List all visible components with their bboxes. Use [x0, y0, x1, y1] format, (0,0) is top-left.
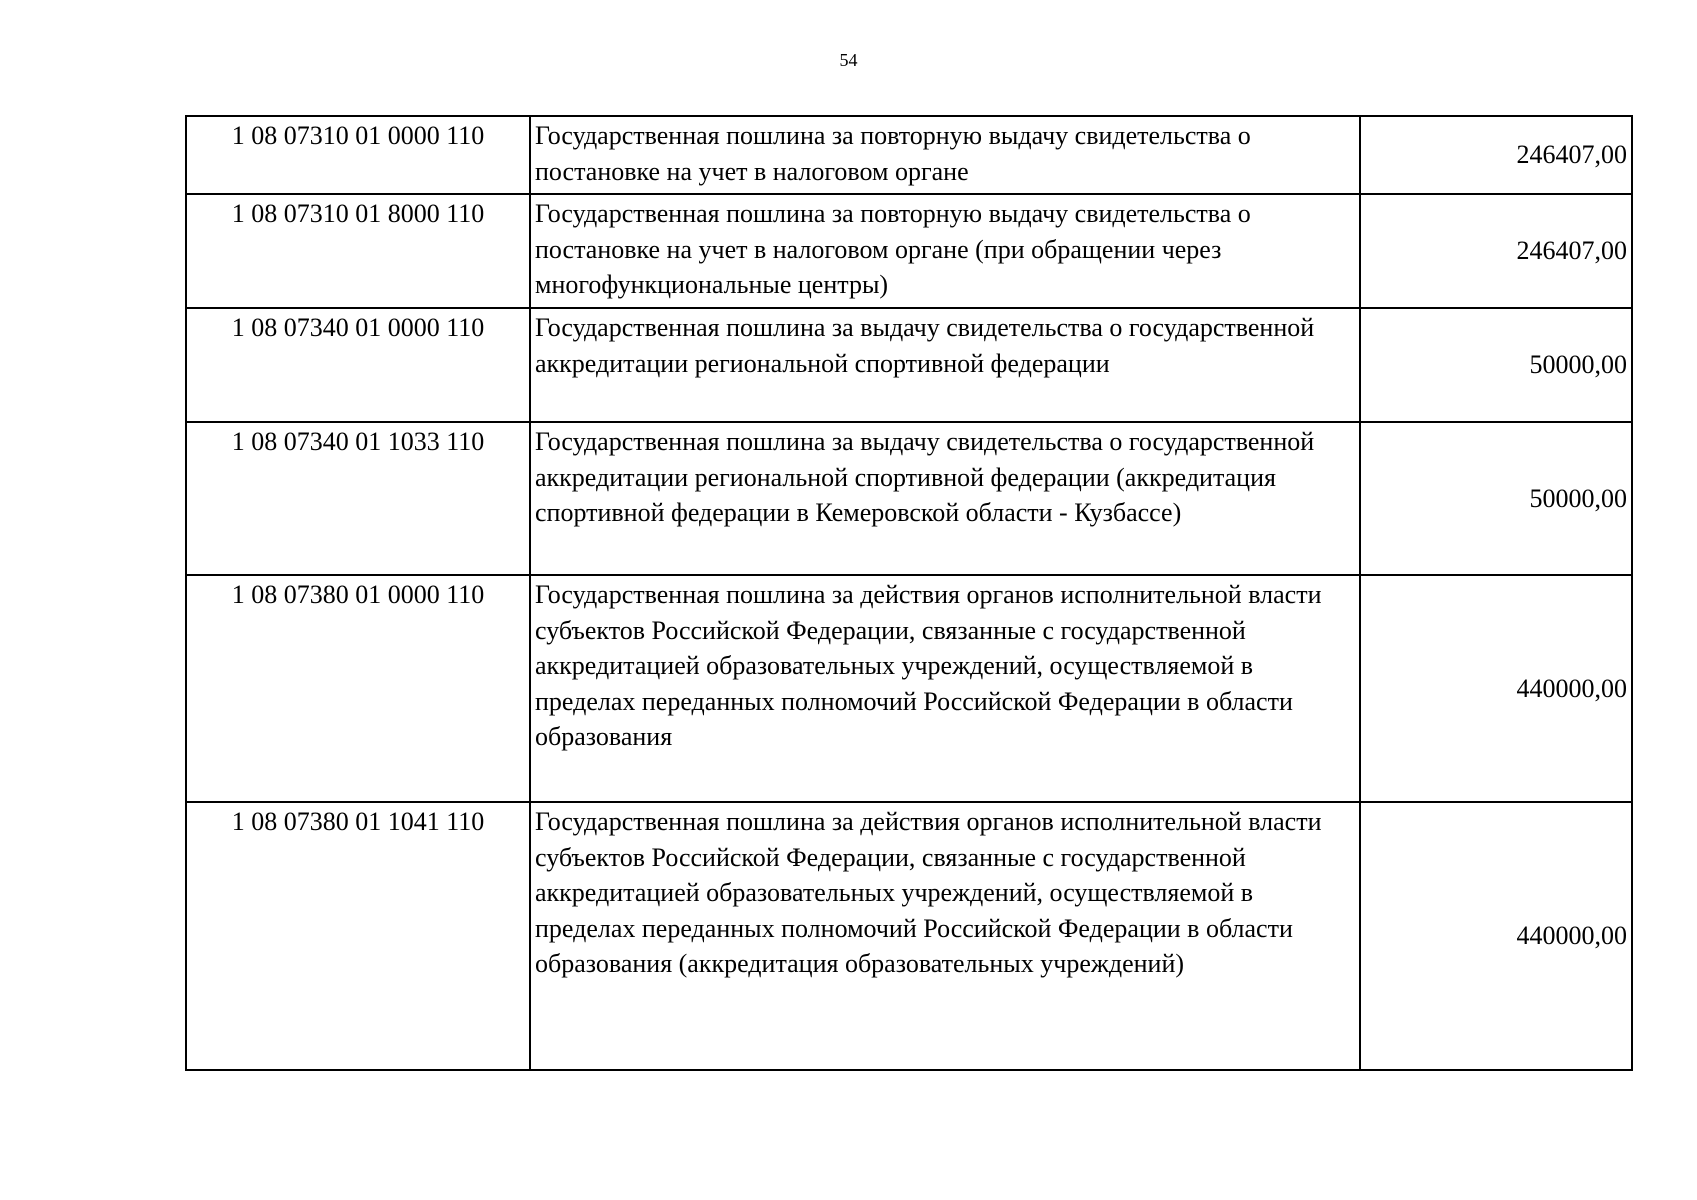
- budget-code-cell: 1 08 07310 01 0000 110: [186, 116, 530, 194]
- revenue-name-cell: Государственная пошлина за выдачу свидетельства о государственной аккредитации региональной спортивной федерации: [530, 308, 1360, 422]
- revenue-name-cell: Государственная пошлина за повторную выдачу свидетельства о постановке на учет в налоговом органе: [530, 116, 1360, 194]
- revenue-name-cell: Государственная пошлина за повторную выдачу свидетельства о постановке на учет в налоговом органе (при обращении через многофункциональные центры): [530, 194, 1360, 308]
- amount-cell: 440000,00: [1360, 802, 1632, 1070]
- revenue-table: [185, 115, 1633, 1071]
- table-row: [186, 422, 1632, 575]
- table-row: [186, 575, 1632, 802]
- budget-code-cell: 1 08 07340 01 0000 110: [186, 308, 530, 422]
- table-row: [186, 116, 1632, 194]
- budget-code-cell: 1 08 07380 01 1041 110: [186, 802, 530, 1070]
- revenue-name-cell: Государственная пошлина за выдачу свидетельства о государственной аккредитации региональной спортивной федерации (аккредитация спортивной федерации в Кемеровской области - Кузбассе): [530, 422, 1360, 575]
- page-number: 54: [839, 50, 858, 70]
- revenue-name-cell: Государственная пошлина за действия органов исполнительной власти субъектов Российской Федерации, связанные с государственной аккредитацией образовательных учреждений, осуществляемой в пределах переданных полномочий Российской Федерации в области образования (аккредитация образовательных учреждений): [530, 802, 1360, 1070]
- amount-cell: 50000,00: [1360, 308, 1632, 422]
- amount-cell: 440000,00: [1360, 575, 1632, 802]
- revenue-name-cell: Государственная пошлина за действия органов исполнительной власти субъектов Российской Федерации, связанные с государственной аккредитацией образовательных учреждений, осуществляемой в пределах переданных полномочий Российской Федерации в области образования: [530, 575, 1360, 802]
- budget-code-cell: 1 08 07310 01 8000 110: [186, 194, 530, 308]
- table-row: [186, 308, 1632, 422]
- amount-cell: 50000,00: [1360, 422, 1632, 575]
- table-row: [186, 802, 1632, 1070]
- budget-code-cell: 1 08 07380 01 0000 110: [186, 575, 530, 802]
- budget-code-cell: 1 08 07340 01 1033 110: [186, 422, 530, 575]
- amount-cell: 246407,00: [1360, 194, 1632, 308]
- table-row: [186, 194, 1632, 308]
- amount-cell: 246407,00: [1360, 116, 1632, 194]
